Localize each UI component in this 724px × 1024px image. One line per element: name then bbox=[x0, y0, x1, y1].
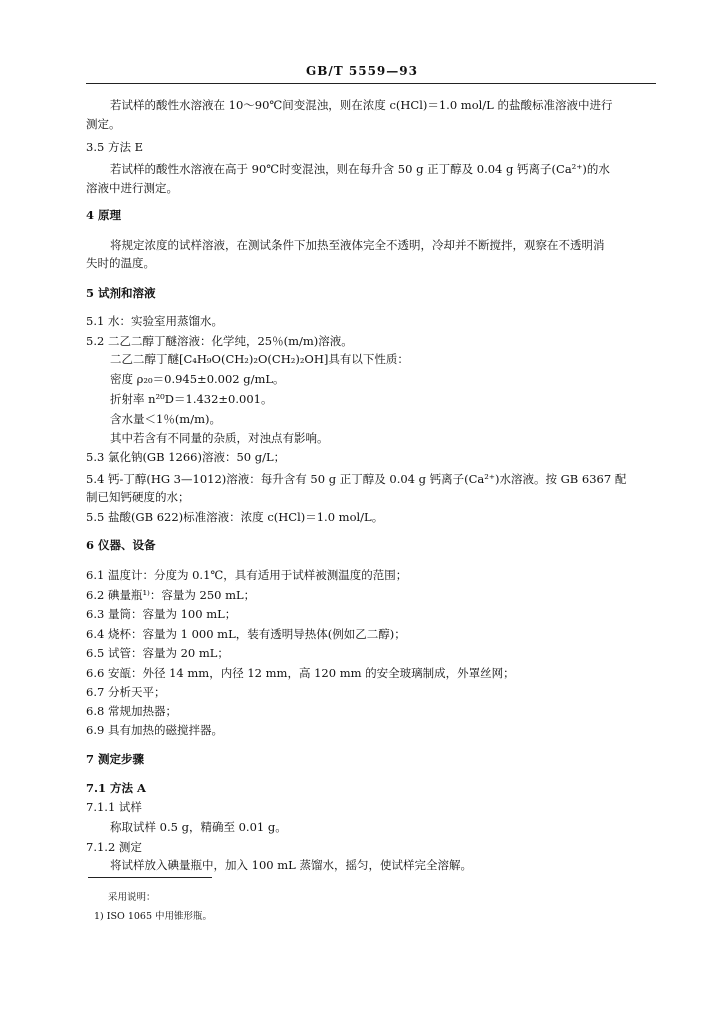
section-heading: 5 试剂和溶液 bbox=[86, 286, 156, 300]
paragraph-line: 若试样的酸性水溶液在 10～90℃间变混浊，则在浓度 c(HCl)＝1.0 mol/L 的盐酸标准溶液中进行 bbox=[110, 98, 613, 112]
section-heading: 3.5 方法 E bbox=[86, 140, 143, 154]
paragraph-line: 若试样的酸性水溶液在高于 90℃时变混浊，则在每升含 50 g 正丁醇及 0.04 g 钙离子(Ca²⁺)的水 bbox=[110, 162, 610, 176]
clause-line: 5.2 二乙二醇丁醚溶液：化学纯，25％(m/m)溶液。 bbox=[86, 334, 353, 348]
clause-line: 5.3 氯化钠(GB 1266)溶液：50 g/L； bbox=[86, 450, 286, 464]
subsection-heading: 7.1 方法 A bbox=[86, 781, 146, 795]
section-heading: 4 原理 bbox=[86, 208, 122, 222]
clause-line: 其中若含有不同量的杂质，对浊点有影响。 bbox=[110, 431, 329, 445]
paragraph-line: 失时的温度。 bbox=[86, 256, 155, 270]
clause-line: 6.1 温度计：分度为 0.1℃，具有适用于试样被测温度的范围； bbox=[86, 568, 408, 582]
footnote-text: 1) ISO 1065 中用锥形瓶。 bbox=[94, 911, 213, 922]
paragraph-line: 将规定浓度的试样溶液，在测试条件下加热至液体完全不透明，冷却并不断搅拌，观察在不透明消 bbox=[110, 238, 605, 252]
paragraph-line: 溶液中进行测定。 bbox=[86, 181, 178, 195]
clause-line: 6.4 烧杯：容量为 1 000 mL，装有透明导热体(例如乙二醇)； bbox=[86, 627, 406, 641]
clause-line: 密度 ρ₂₀＝0.945±0.002 g/mL。 bbox=[110, 372, 285, 386]
clause-line: 6.5 试管：容量为 20 mL； bbox=[86, 646, 229, 660]
section-heading: 7 测定步骤 bbox=[86, 752, 145, 766]
clause-line: 二乙二醇丁醚[C₄H₉O(CH₂)₂O(CH₂)₂OH]具有以下性质： bbox=[110, 352, 409, 366]
subsection-heading: 7.1.2 测定 bbox=[86, 840, 142, 854]
clause-line: 含水量＜1％(m/m)。 bbox=[110, 412, 221, 426]
clause-line: 6.2 碘量瓶¹⁾：容量为 250 mL； bbox=[86, 588, 256, 602]
subsection-heading: 7.1.1 试样 bbox=[86, 800, 142, 814]
clause-line: 6.6 安瓿：外径 14 mm，内径 12 mm，高 120 mm 的安全玻璃制成，外罩丝网； bbox=[86, 666, 515, 680]
clause-line: 6.9 具有加热的磁搅拌器。 bbox=[86, 723, 223, 737]
clause-line: 称取试样 0.5 g，精确至 0.01 g。 bbox=[110, 820, 287, 834]
clause-line: 将试样放入碘量瓶中，加入 100 mL 蒸馏水，摇匀，使试样完全溶解。 bbox=[110, 858, 472, 872]
clause-line: 5.4 钙-丁醇(HG 3—1012)溶液：每升含有 50 g 正丁醇及 0.04 g 钙离子(Ca²⁺)水溶液。按 GB 6367 配 bbox=[86, 472, 627, 486]
clause-line: 折射率 n²⁰D＝1.432±0.001。 bbox=[110, 392, 273, 406]
clause-line: 制已知钙硬度的水； bbox=[86, 490, 190, 504]
clause-line: 6.3 量筒：容量为 100 mL； bbox=[86, 607, 237, 621]
section-heading: 6 仪器、设备 bbox=[86, 538, 156, 552]
footnote-title: 采用说明： bbox=[108, 892, 156, 903]
header-rule bbox=[86, 83, 656, 84]
paragraph-line: 测定。 bbox=[86, 117, 121, 131]
footnote-rule bbox=[88, 877, 212, 878]
standard-code-header: GB/T 5559—93 bbox=[306, 64, 418, 78]
clause-line: 6.8 常规加热器； bbox=[86, 704, 177, 718]
clause-line: 5.1 水：实验室用蒸馏水。 bbox=[86, 314, 223, 328]
clause-line: 5.5 盐酸(GB 622)标准溶液：浓度 c(HCl)＝1.0 mol/L。 bbox=[86, 510, 384, 524]
clause-line: 6.7 分析天平； bbox=[86, 685, 166, 699]
